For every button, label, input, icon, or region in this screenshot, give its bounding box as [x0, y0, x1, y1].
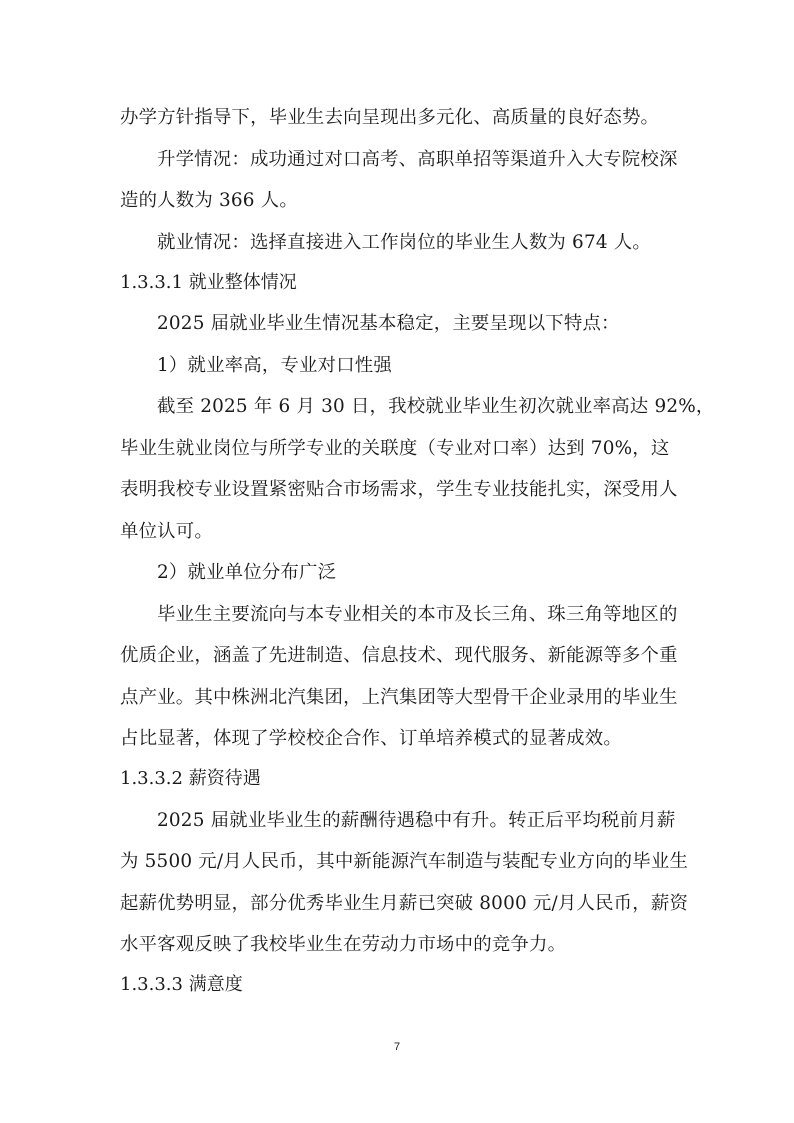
paragraph-distribution: 毕业生主要流向与本专业相关的本市及长三角、珠三角等地区的	[157, 604, 678, 625]
list-item-2-title: 2）就业单位分布广泛	[157, 562, 337, 583]
paragraph-employment: 就业情况：选择直接进入工作岗位的毕业生人数为 674 人。	[157, 232, 651, 253]
paragraph-employment-rate-cont2: 表明我校专业设置紧密贴合市场需求，学生专业技能扎实，深受用人	[120, 479, 678, 500]
page-number: 7	[393, 1041, 401, 1053]
paragraph-salary-cont3: 水平客观反映了我校毕业生在劳动力市场中的竞争力。	[120, 934, 567, 955]
paragraph-employment-rate: 截至 2025 年 6 月 30 日，我校就业毕业生初次就业率高达 92%，	[157, 396, 715, 417]
paragraph-line-continuation: 办学方针指导下，毕业生去向呈现出多元化、高质量的良好态势。	[120, 107, 660, 128]
paragraph-further-study-cont: 造的人数为 366 人。	[120, 190, 298, 211]
paragraph-employment-rate-cont1: 毕业生就业岗位与所学专业的关联度（专业对口率）达到 70%，这	[120, 438, 670, 459]
paragraph-salary-cont2: 起薪优势明显，部分优秀毕业生月薪已突破 8000 元/月人民币，薪资	[120, 893, 689, 914]
section-heading-1-3-3-2: 1.3.3.2 薪资待遇	[120, 768, 261, 789]
paragraph-further-study: 升学情况：成功通过对口高考、高职单招等渠道升入大专院校深	[157, 149, 678, 170]
paragraph-overview: 2025 届就业毕业生情况基本稳定，主要呈现以下特点：	[157, 313, 620, 334]
paragraph-distribution-cont1: 优质企业，涵盖了先进制造、信息技术、现代服务、新能源等多个重	[120, 645, 678, 666]
paragraph-salary: 2025 届就业毕业生的薪酬待遇稳中有升。转正后平均税前月薪	[157, 810, 676, 831]
section-heading-1-3-3-1: 1.3.3.1 就业整体情况	[120, 272, 297, 293]
paragraph-salary-cont1: 为 5500 元/月人民币，其中新能源汽车制造与装配专业方向的毕业生	[120, 851, 689, 872]
list-item-1-title: 1）就业率高，专业对口性强	[157, 355, 392, 376]
paragraph-distribution-cont3: 占比显著，体现了学校校企合作、订单培养模式的显著成效。	[120, 728, 622, 749]
paragraph-distribution-cont2: 点产业。其中株洲北汽集团，上汽集团等大型骨干企业录用的毕业生	[120, 687, 678, 708]
paragraph-employment-rate-cont3: 单位认可。	[120, 521, 213, 542]
section-heading-1-3-3-3: 1.3.3.3 满意度	[120, 974, 243, 995]
